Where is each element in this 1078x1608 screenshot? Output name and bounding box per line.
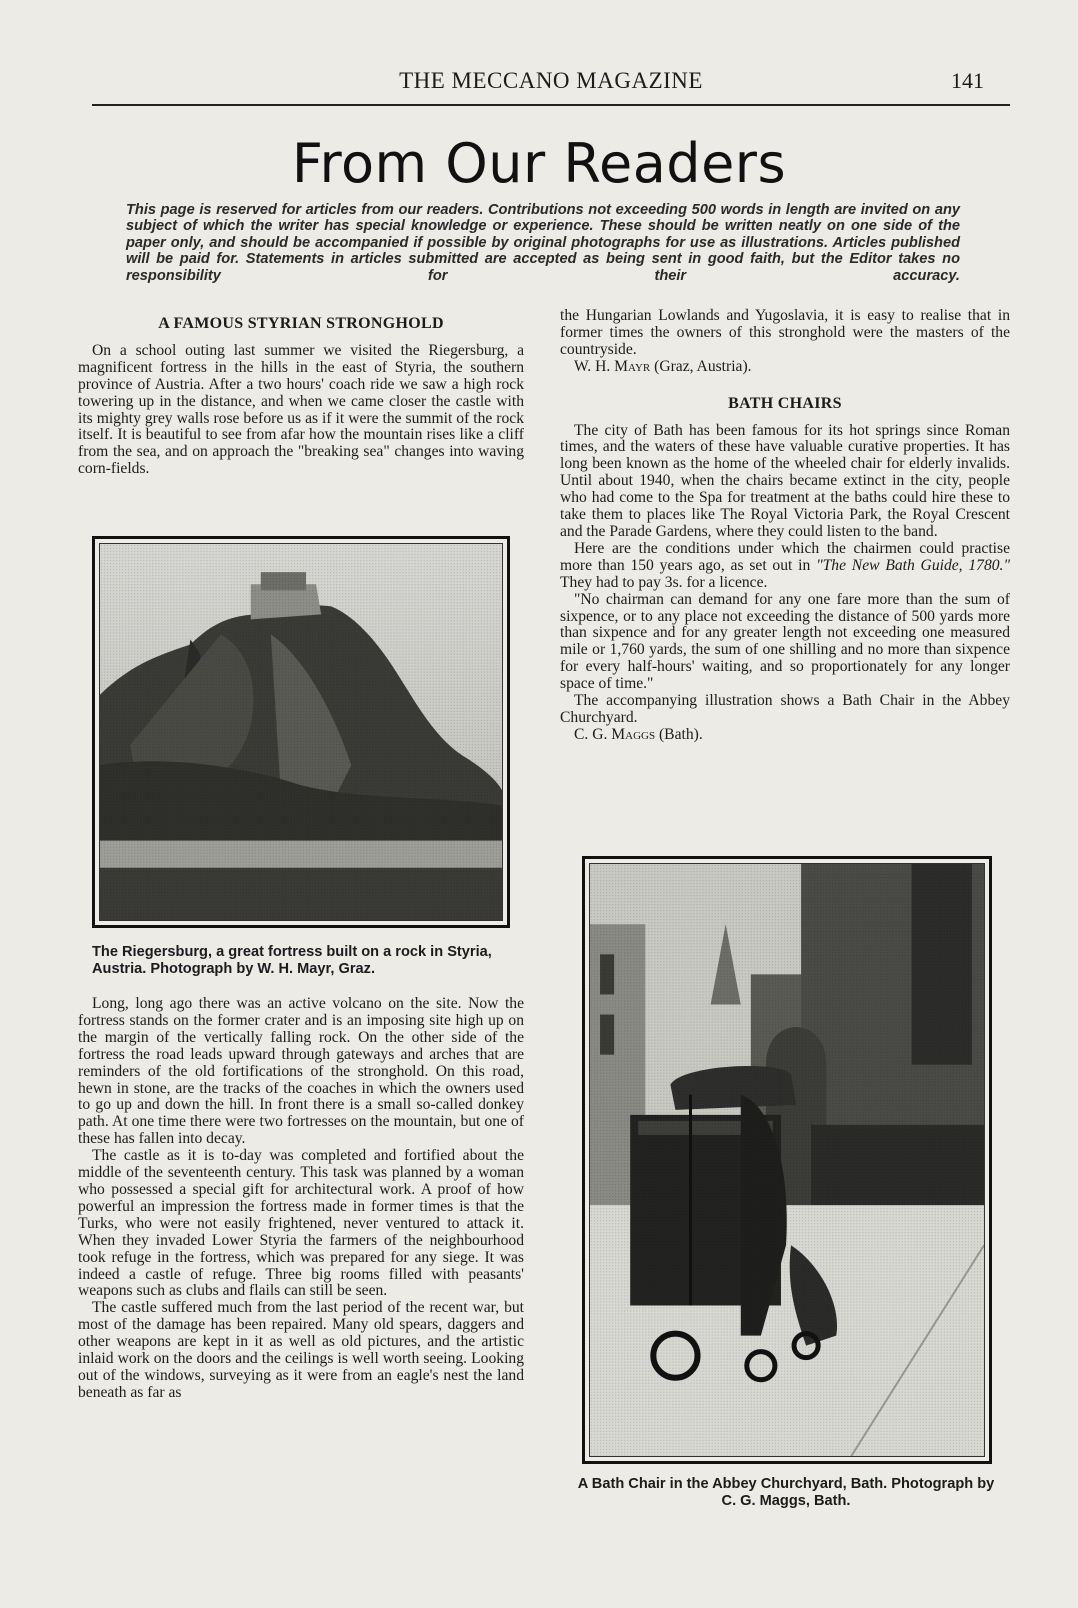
article1-signature	[560, 359, 982, 376]
page-number: 141	[951, 68, 984, 93]
article2-heading: BATH CHAIRS	[728, 394, 842, 412]
article2-signature-name: C. G. Maggs	[574, 725, 656, 743]
page-title: From Our Readers	[291, 132, 787, 195]
article1-upper	[78, 316, 524, 478]
fortress-photograph	[92, 536, 510, 928]
article1-lower	[78, 996, 524, 1402]
article2-signature-place: (Bath).	[655, 725, 703, 743]
article2-signature	[560, 727, 992, 744]
article2-paragraph-3: "No chairman can demand for any one fare more than the sum of sixpence, or to any place not exceeding the distance of 500 yards more than sixpence and for any greater length not exceeding one measured mile or 1,760 yards, the sum of one shilling and no more than sixpence for every half-hours' waiting, and so proportionately for any longer space of time."	[560, 590, 1010, 693]
page-header	[92, 68, 1010, 100]
article1-paragraph-5: the Hungarian Lowlands and Yugoslavia, it is easy to realise that in former times the owners of this stronghold were the masters of the countryside.	[560, 307, 1010, 358]
article1-paragraph-1: On a school outing last summer we visited the Riegersburg, a magnificent fortress in the hills in the east of Styria, the southern province of Austria. After a two hours' coach ride we saw a high rock towering up in the distance, and when we came closer the castle with its mighty grey walls rose before us as if it were the summit of the rock itself. It is beautiful to see from afar how the mountain rises like a cliff from the sea, and on approach the "breaking sea" changes into waving corn-fields.	[78, 341, 524, 478]
article1-signature-name: W. H. Mayr	[574, 357, 651, 375]
article1-heading: A FAMOUS STYRIAN STRONGHOLD	[158, 315, 444, 332]
header-rule	[92, 104, 1010, 106]
article2-guide-title: "The New Bath Guide, 1780."	[816, 556, 1010, 574]
article1-signature-place: (Graz, Austria).	[650, 357, 752, 375]
right-column	[560, 308, 1010, 744]
fortress-photo-illustration	[100, 544, 502, 920]
article2-paragraph-2a: Here are the conditions under which the chairmen could practise more than 150 years ago, as set out in	[560, 539, 1010, 574]
running-head: THE MECCANO MAGAZINE	[399, 68, 703, 93]
article2-paragraph-2b: They had to pay 3s. for a licence.	[560, 573, 768, 591]
intro-paragraph: This page is reserved for articles from our readers. Contributions not exceeding 500 words in length are invited on any subject of which the writer has special knowledge or experience. These should be written neatly on one side of the paper only, and should be accompanied if possible by original photographs for use as illustrations. Articles published will be paid for. Statements in articles submitted are accepted as being sent in good faith, but the Editor takes no responsibility for their accuracy.	[126, 202, 960, 284]
article2-paragraph-1: The city of Bath has been famous for its hot springs since Roman times, and the waters of these have valuable curative properties. It has long been known as the home of the wheeled chair for elderly invalids. Until about 1940, when the chairs became extinct in the city, people who had come to the Spa for treatment at the baths could hire these to take them to places like The Royal Victoria Park, the Royal Crescent and the Parade Gardens, where they could listen to the band.	[560, 421, 1010, 540]
fortress-photo-caption: The Riegersburg, a great fortress built on a rock in Styria, Austria. Photograph by W. H. Mayr, Graz.	[92, 944, 492, 977]
bath-chair-photo-caption: A Bath Chair in the Abbey Churchyard, Bath. Photograph by C. G. Maggs, Bath.	[577, 1476, 995, 1509]
article1-paragraph-3: The castle as it is to-day was completed and fortified about the middle of the seventeenth century. This task was planned by a woman who possessed a special gift for architectural work. A proof of how powerful an impression the fortress made in former times is that the Turks, who were not easily frightened, never ventured to attack it. When they invaded Lower Styria the farmers of the neighbourhood took refuge in the fortress, which was prepared for any siege. It was indeed a castle of refuge. Three big rooms filled with peasants' weapons such as clubs and flails can still be seen.	[78, 1147, 524, 1300]
bath-chair-photograph	[582, 856, 992, 1464]
article1-paragraph-4: The castle suffered much from the last period of the recent war, but most of the damage has been repaired. Many old spears, daggers and other weapons are kept in it as well as old pictures, and the artistic inlaid work on the doors and the ceilings is well worth seeing. Looking out of the windows, surveying as it were from an eagle's nest the land beneath as far as	[78, 1299, 524, 1401]
article2-paragraph-4: The accompanying illustration shows a Bath Chair in the Abbey Churchyard.	[560, 692, 1010, 726]
article2-paragraph-2	[560, 541, 1010, 592]
bath-chair-photo-illustration	[590, 864, 984, 1456]
article1-paragraph-2: Long, long ago there was an active volcano on the site. Now the fortress stands on the former crater and is an imposing site high up on the margin of the vertically falling rock. On the other side of the fortress the road leads upward through gateways and arches that are reminders of the old fortifications of the stronghold. On this road, hewn in stone, are the tracks of the coaches in which the owners used to go up and down the hill. In front there is a small so-called donkey path. At one time there were two fortresses on the mountain, but one of these has fallen into decay.	[78, 995, 524, 1148]
